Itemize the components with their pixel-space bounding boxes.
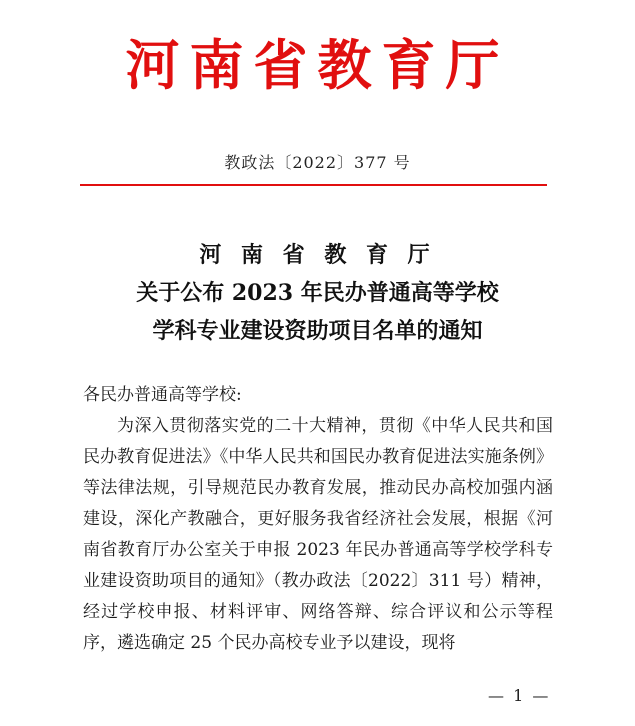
title-line-2: 关于公布 2023 年民办普通高等学校 bbox=[136, 280, 499, 306]
notice-title bbox=[0, 236, 635, 350]
document-number: 教政法〔2022〕377 号 bbox=[224, 153, 411, 172]
body-paragraph: 为深入贯彻落实党的二十大精神，贯彻《中华人民共和国民办教育促进法》《中华人民共和国民办教育促进法实施条例》等法律法规，引导规范民办教育发展，推动民办高校加强内涵建设，深化产教融合，更好服务我省经济社会发展，根据《河南省教育厅办公室关于申报 2023 年民办普通高等学校学科专业建设资助项目的通知》（教办政法〔2022〕311 号）精神，经过学校申报、材料评审、网络答辩、综合评议和公示等程序，遴选确定 25 个民办高校专业予以建设，现将 bbox=[83, 416, 553, 653]
title-line-3: 学科专业建设资助项目名单的通知 bbox=[152, 318, 483, 344]
title-issuer: 河 南 省 教 育 厅 bbox=[199, 242, 436, 268]
document-body bbox=[83, 380, 553, 659]
page-number: — 1 — bbox=[488, 686, 551, 705]
red-divider-line bbox=[80, 184, 547, 186]
salutation: 各民办普通高等学校: bbox=[83, 385, 242, 405]
letterhead-title: 河南省教育厅 bbox=[125, 33, 510, 97]
